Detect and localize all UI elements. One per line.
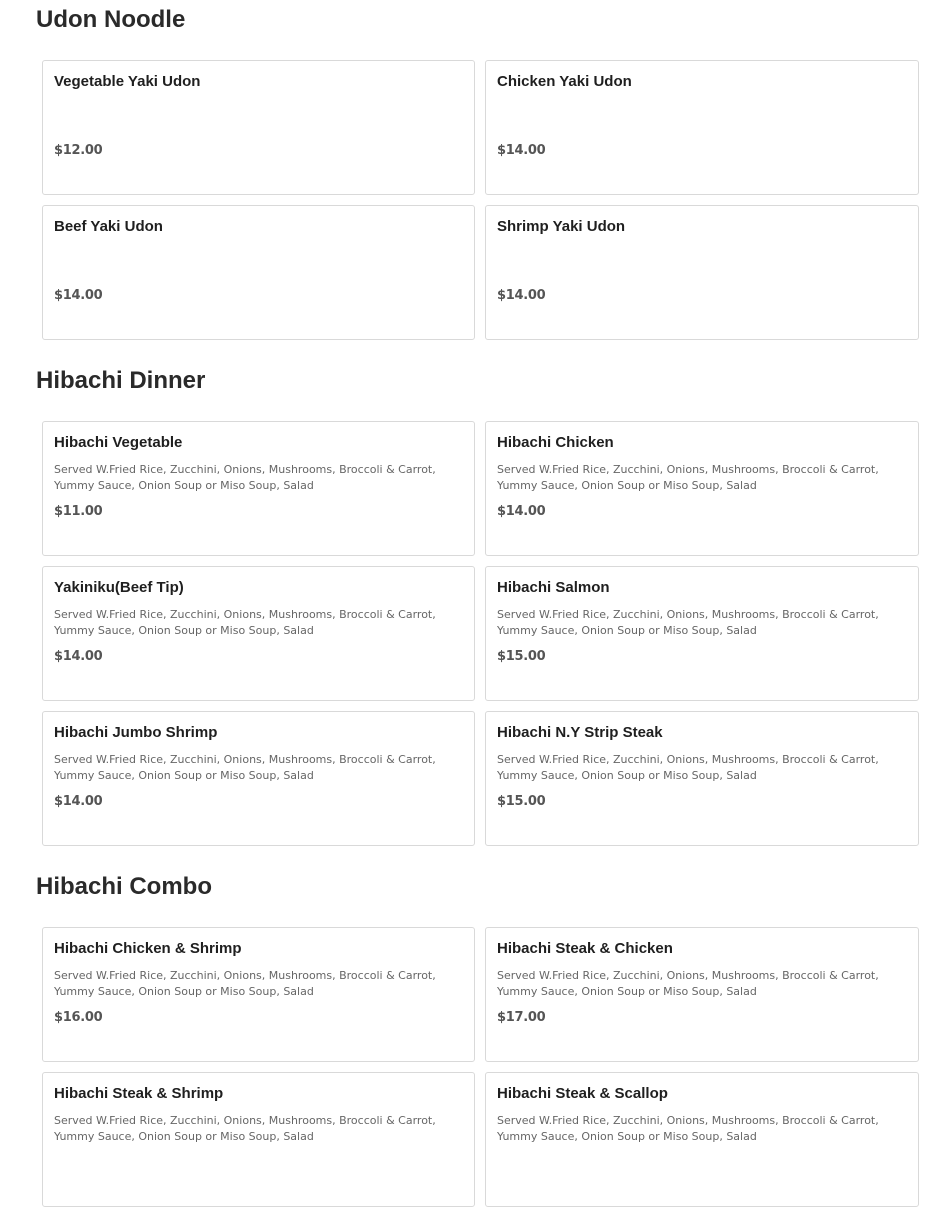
menu-item-card[interactable] xyxy=(485,711,919,846)
menu-grid xyxy=(42,421,919,846)
menu-item-name: Hibachi Vegetable xyxy=(54,434,183,451)
menu-item-card[interactable] xyxy=(42,205,475,340)
section-title: Hibachi Combo xyxy=(36,873,213,900)
menu-item-name: Beef Yaki Udon xyxy=(54,218,163,235)
menu-item-price: $16.00 xyxy=(54,1010,103,1025)
menu-item-price: $14.00 xyxy=(497,288,546,303)
menu-item-price: $14.00 xyxy=(497,143,546,158)
menu-item-card[interactable] xyxy=(42,421,475,556)
menu-item-card[interactable] xyxy=(485,60,919,195)
menu-item-price: $17.00 xyxy=(497,1010,546,1025)
menu-item-name: Hibachi Steak & Shrimp xyxy=(54,1085,224,1102)
menu-item-description: Served W.Fried Rice, Zucchini, Onions, Mushrooms, Broccoli & Carrot, Yummy Sauce, Onion Soup or Miso Soup, Salad xyxy=(54,1114,436,1143)
menu-grid xyxy=(42,927,919,1207)
menu-item-name: Hibachi Salmon xyxy=(497,579,610,596)
menu-item-name: Hibachi Chicken & Shrimp xyxy=(54,940,242,957)
menu-item-name: Yakiniku(Beef Tip) xyxy=(54,579,184,596)
menu-item-card[interactable] xyxy=(42,927,475,1062)
menu-item-card[interactable] xyxy=(42,60,475,195)
menu-item-card[interactable] xyxy=(42,566,475,701)
menu-item-card[interactable] xyxy=(485,566,919,701)
menu-item-price: $14.00 xyxy=(54,794,103,809)
menu-item-card[interactable] xyxy=(485,421,919,556)
menu-item-description: Served W.Fried Rice, Zucchini, Onions, Mushrooms, Broccoli & Carrot, Yummy Sauce, Onion Soup or Miso Soup, Salad xyxy=(497,1114,879,1143)
section-title: Udon Noodle xyxy=(36,6,186,33)
menu-item-card[interactable] xyxy=(485,927,919,1062)
menu-item-price: $15.00 xyxy=(497,649,546,664)
menu-item-card[interactable] xyxy=(42,711,475,846)
menu-item-description: Served W.Fried Rice, Zucchini, Onions, Mushrooms, Broccoli & Carrot, Yummy Sauce, Onion Soup or Miso Soup, Salad xyxy=(497,463,879,492)
menu-grid xyxy=(42,60,919,340)
menu-item-description: Served W.Fried Rice, Zucchini, Onions, Mushrooms, Broccoli & Carrot, Yummy Sauce, Onion Soup or Miso Soup, Salad xyxy=(497,753,879,782)
menu-item-name: Shrimp Yaki Udon xyxy=(497,218,626,235)
menu-item-name: Hibachi Chicken xyxy=(497,434,614,451)
section-title: Hibachi Dinner xyxy=(36,367,206,394)
menu-item-description: Served W.Fried Rice, Zucchini, Onions, Mushrooms, Broccoli & Carrot, Yummy Sauce, Onion Soup or Miso Soup, Salad xyxy=(54,463,436,492)
menu-item-name: Hibachi Steak & Scallop xyxy=(497,1085,668,1102)
menu-item-price: $11.00 xyxy=(54,504,103,519)
menu-item-description: Served W.Fried Rice, Zucchini, Onions, Mushrooms, Broccoli & Carrot, Yummy Sauce, Onion Soup or Miso Soup, Salad xyxy=(54,753,436,782)
menu-item-card[interactable] xyxy=(485,205,919,340)
menu-item-name: Hibachi Jumbo Shrimp xyxy=(54,724,218,741)
menu-item-name: Vegetable Yaki Udon xyxy=(54,73,201,90)
menu-item-description: Served W.Fried Rice, Zucchini, Onions, Mushrooms, Broccoli & Carrot, Yummy Sauce, Onion Soup or Miso Soup, Salad xyxy=(54,969,436,998)
menu-item-price: $15.00 xyxy=(497,794,546,809)
menu-item-description: Served W.Fried Rice, Zucchini, Onions, Mushrooms, Broccoli & Carrot, Yummy Sauce, Onion Soup or Miso Soup, Salad xyxy=(497,608,879,637)
menu-item-name: Hibachi Steak & Chicken xyxy=(497,940,673,957)
menu-item-price: $14.00 xyxy=(497,504,546,519)
menu-item-card[interactable] xyxy=(485,1072,919,1207)
menu-item-name: Hibachi N.Y Strip Steak xyxy=(497,724,663,741)
menu-item-price: $12.00 xyxy=(54,143,103,158)
menu-item-price: $14.00 xyxy=(54,649,103,664)
menu-item-description: Served W.Fried Rice, Zucchini, Onions, Mushrooms, Broccoli & Carrot, Yummy Sauce, Onion Soup or Miso Soup, Salad xyxy=(54,608,436,637)
menu-item-price: $14.00 xyxy=(54,288,103,303)
menu-item-name: Chicken Yaki Udon xyxy=(497,73,632,90)
menu-item-card[interactable] xyxy=(42,1072,475,1207)
menu-item-description: Served W.Fried Rice, Zucchini, Onions, Mushrooms, Broccoli & Carrot, Yummy Sauce, Onion Soup or Miso Soup, Salad xyxy=(497,969,879,998)
